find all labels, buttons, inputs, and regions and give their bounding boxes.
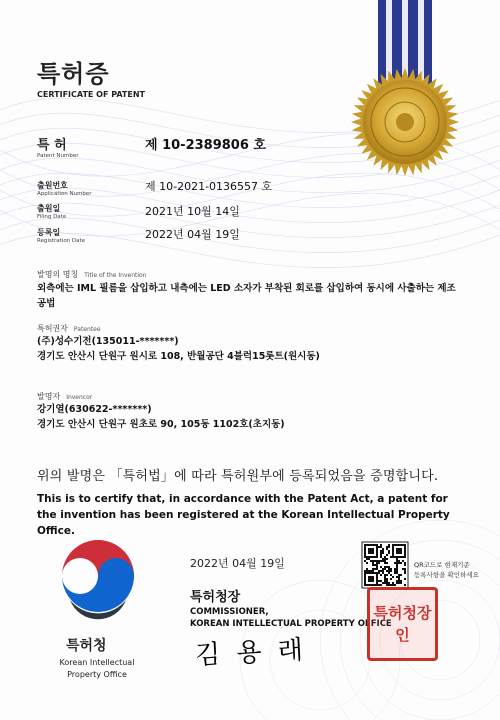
inventor-label-en: Invencor (66, 394, 93, 401)
certification-statement-en: This is to certify that, in accordance with the Patent Act, a patent for the invention has been registered at the Korean Intellectual Property Office. (37, 493, 450, 537)
patentee-label (37, 323, 101, 334)
invention-title-label-ko: 발명의 명칭 (37, 270, 79, 279)
commissioner-title-en-line-2: KOREAN INTELLECTUAL PROPERTY OFFICE (190, 619, 392, 629)
invention-title-line-1: 외측에는 IML 필름을 삽입하고 내측에는 LED 소자가 부착된 회로를 삽입하여 동시에 사출하는 제조 (37, 283, 456, 294)
qr-note-line-1: QR코드로 현재기준 (414, 561, 470, 569)
patent-label: 특 허 (37, 138, 67, 153)
office-name: 특허청 (66, 638, 107, 654)
gold-seal (351, 68, 459, 176)
patent-label-en: Patent Number (37, 153, 79, 159)
kipo-logo (62, 540, 134, 619)
inventor-label (37, 391, 92, 402)
invention-title (37, 281, 477, 311)
patentee-label-en: Patentee (73, 326, 101, 333)
patentee-name: (주)성수기전(135011-*******) (37, 336, 179, 347)
registration-date-label: 등록일 (37, 228, 61, 237)
official-seal: 특허청장인 (367, 587, 438, 661)
patentee-info (37, 334, 477, 364)
qr-code (362, 542, 408, 588)
office-name-en-line-1: Korean Intellectual (59, 658, 135, 667)
signature: 김 용 래 (194, 635, 308, 671)
qr-note-line-2: 등록사항을 확인하세요 (414, 571, 479, 579)
patentee-label-ko: 특허권자 (37, 324, 68, 333)
certificate-title-en: CERTIFICATE OF PATENT (37, 90, 145, 99)
qr-note (414, 560, 479, 580)
application-number-label: 출원번호 (37, 181, 68, 190)
registration-date-label-en: Registration Date (37, 238, 86, 244)
inventor-name: 강기열(630622-*******) (37, 404, 152, 415)
office-name-en-line-2: Property Office (67, 670, 127, 679)
office-name-en (36, 657, 158, 681)
invention-title-label (37, 269, 147, 280)
certification-statement-ko: 위의 발명은 「특허법」에 따라 특허원부에 등록되었음을 증명합니다. (37, 469, 439, 484)
application-number-label-en: Application Number (37, 191, 92, 197)
commissioner-title-en-line-1: COMMISSIONER, (190, 607, 269, 617)
patent-number: 제 10-2389806 호 (145, 138, 266, 153)
certificate-title: 특허증 (37, 60, 110, 88)
invention-title-label-en: Title of the Invention (84, 272, 147, 279)
registration-date: 2022년 04월 19일 (145, 228, 240, 241)
patentee-address: 경기도 안산시 단원구 원시로 108, 반월공단 4블럭15롯트(원시동) (37, 351, 320, 362)
issue-date: 2022년 04월 19일 (190, 557, 285, 570)
commissioner-title: 특허청장 (190, 590, 241, 605)
filing-date: 2021년 10월 14일 (145, 205, 240, 218)
inventor-label-ko: 발명자 (37, 392, 61, 401)
inventor-address: 경기도 안산시 단원구 원초로 90, 105동 1102호(초지동) (37, 419, 285, 430)
commissioner-title-en (190, 606, 392, 630)
filing-date-label-en: Filing Date (37, 214, 67, 220)
invention-title-line-2: 공법 (37, 298, 56, 309)
filing-date-label: 출원일 (37, 204, 61, 213)
inventor-info (37, 402, 477, 432)
application-number: 제 10-2021-0136557 호 (145, 180, 273, 193)
